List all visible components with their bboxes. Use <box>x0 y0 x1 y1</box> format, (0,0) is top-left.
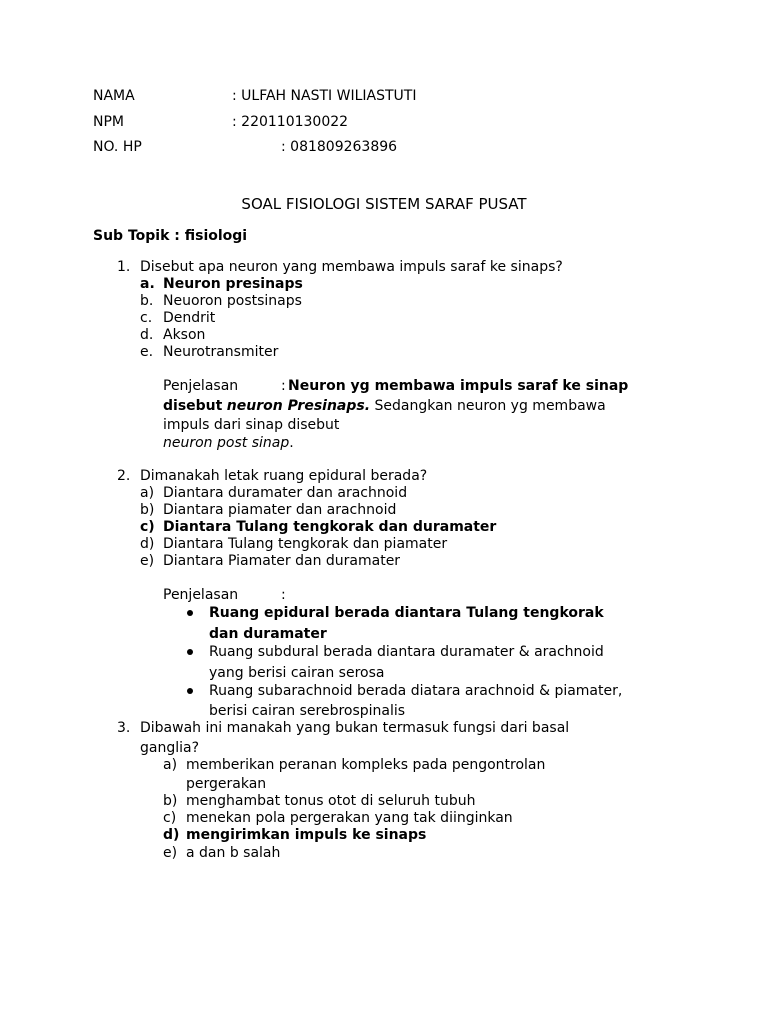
q3-option-e: a dan b salah <box>186 845 281 861</box>
q1-option-e: Neurotransmiter <box>163 344 279 360</box>
q2-explanation-colon: : <box>281 587 286 603</box>
q2-option-d-letter: d) <box>140 536 155 552</box>
q3-option-c-letter: c) <box>163 810 177 826</box>
q2-bullet-2-line2: yang berisi cairan serosa <box>209 665 385 681</box>
q2-option-c: Diantara Tulang tengkorak dan duramater <box>163 519 497 535</box>
q1-explanation-end: . <box>289 435 294 451</box>
q1-option-a: Neuron presinaps <box>163 276 303 292</box>
q3-option-a-line2: pergerakan <box>186 776 267 792</box>
q1-explanation-line1: Neuron yg membawa impuls saraf ke sinap <box>288 378 629 394</box>
q1-option-b-letter: b. <box>140 293 154 309</box>
name-label: NAMA <box>93 88 135 104</box>
page-title: SOAL FISIOLOGI SISTEM SARAF PUSAT <box>241 195 527 213</box>
q1-explanation-label: Penjelasan <box>163 378 239 394</box>
q2-option-c-letter: c) <box>140 519 155 535</box>
q3-number: 3. <box>117 720 131 736</box>
q1-option-a-letter: a. <box>140 276 155 292</box>
q1-explanation-line4 <box>163 435 294 452</box>
q3-option-a-letter: a) <box>163 757 178 773</box>
q2-option-b-letter: b) <box>140 502 155 518</box>
q1-explanation-italic: neuron post sinap <box>163 435 290 451</box>
npm-label: NPM <box>93 114 124 130</box>
q1-option-d: Akson <box>163 327 206 343</box>
q2-option-b: Diantara piamater dan arachnoid <box>163 502 397 518</box>
q2-explanation-label: Penjelasan <box>163 587 239 603</box>
q2-option-a: Diantara duramater dan arachnoid <box>163 485 408 501</box>
q2-text: Dimanakah letak ruang epidural berada? <box>140 468 428 484</box>
q2-bullet-3-line1: Ruang subarachnoid berada diatara arachnoid & piamater, <box>209 683 623 699</box>
q1-option-c: Dendrit <box>163 310 216 326</box>
q3-option-a: memberikan peranan kompleks pada pengontrolan <box>186 757 546 773</box>
q1-explanation-rest1: Sedangkan neuron yg membawa <box>374 398 606 414</box>
q3-option-c: menekan pola pergerakan yang tak diinginkan <box>186 810 513 826</box>
q2-number: 2. <box>117 468 131 484</box>
q1-option-b: Neuoron postsinaps <box>163 293 302 309</box>
q3-text-line2: ganglia? <box>140 740 200 756</box>
q3-option-b-letter: b) <box>163 793 178 809</box>
q1-text: Disebut apa neuron yang membawa impuls saraf ke sinaps? <box>140 259 563 275</box>
q1-option-d-letter: d. <box>140 327 154 343</box>
bullet-icon <box>187 610 193 616</box>
q2-bullet-1-line2: dan duramater <box>209 626 327 642</box>
q3-option-d: mengirimkan impuls ke sinaps <box>186 827 427 843</box>
q2-option-e: Diantara Piamater dan duramater <box>163 553 401 569</box>
q3-text-line1: Dibawah ini manakah yang bukan termasuk fungsi dari basal <box>140 720 570 736</box>
q3-option-e-letter: e) <box>163 845 178 861</box>
q1-explanation-colon: : <box>281 378 286 394</box>
q1-option-c-letter: c. <box>140 310 153 326</box>
q1-explanation-bolditalic: neuron Presinaps. <box>226 398 371 414</box>
q1-explanation-line3: impuls dari sinap disebut <box>163 417 340 433</box>
npm-value: : 220110130022 <box>232 114 349 130</box>
q2-bullet-2-line1: Ruang subdural berada diantara duramater & arachnoid <box>209 644 604 660</box>
q2-option-e-letter: e) <box>140 553 155 569</box>
q3-option-d-letter: d) <box>163 827 180 843</box>
q3-option-b: menghambat tonus otot di seluruh tubuh <box>186 793 476 809</box>
q1-explanation-line2 <box>163 398 606 415</box>
q2-bullet-1-line1: Ruang epidural berada diantara Tulang tengkorak <box>209 605 604 621</box>
q1-number: 1. <box>117 259 131 275</box>
q1-option-e-letter: e. <box>140 344 154 360</box>
hp-label: NO. HP <box>93 139 142 155</box>
q2-bullet-3-line2: berisi cairan serebrospinalis <box>209 703 406 719</box>
subtopic: Sub Topik : fisiologi <box>93 228 248 244</box>
q2-option-a-letter: a) <box>140 485 155 501</box>
hp-value: : 081809263896 <box>281 139 398 155</box>
bullet-icon <box>187 688 193 694</box>
name-value: : ULFAH NASTI WILIASTUTI <box>232 88 417 104</box>
q2-option-d: Diantara Tulang tengkorak dan piamater <box>163 536 448 552</box>
q1-explanation-bold: disebut <box>163 398 223 414</box>
bullet-icon <box>187 649 193 655</box>
